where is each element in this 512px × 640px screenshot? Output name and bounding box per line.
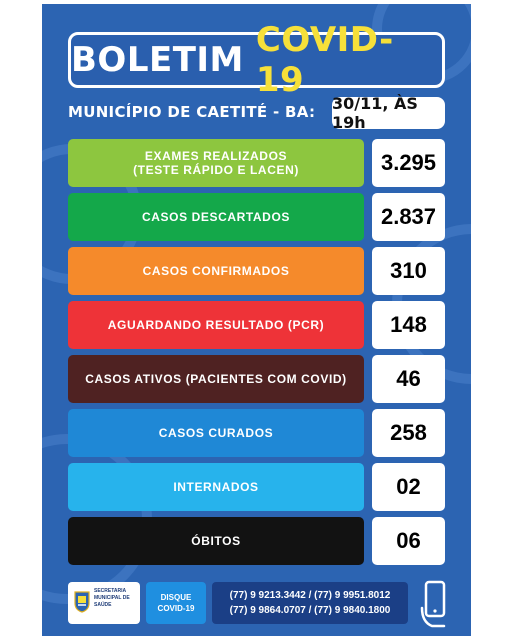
- phone-icon: [420, 578, 450, 628]
- stat-label-bar: [68, 517, 364, 565]
- stat-label: CASOS CURADOS: [158, 426, 274, 440]
- health-secretariat-logo: [68, 582, 140, 624]
- stat-label-bar: [68, 193, 364, 241]
- stat-label: CASOS ATIVOS (PACIENTES COM COVID): [85, 372, 347, 386]
- title-boletim: BOLETIM: [71, 40, 244, 80]
- stat-row: [68, 463, 445, 511]
- stat-value: 310: [372, 247, 445, 295]
- title-banner: [68, 20, 445, 100]
- stat-label-bar: [68, 463, 364, 511]
- stat-value: 3.295: [372, 139, 445, 187]
- stat-label: CASOS DESCARTADOS: [142, 210, 290, 224]
- logo-text: SECRETARIA MUNICIPAL DE SAÚDE: [94, 588, 130, 608]
- stat-label: CASOS CONFIRMADOS: [142, 264, 290, 278]
- stat-value: 06: [372, 517, 445, 565]
- stat-row: [68, 517, 445, 565]
- phone-line-1: (77) 9 9213.3442 / (77) 9 9951.8012: [229, 590, 391, 601]
- stat-label-bar: [68, 355, 364, 403]
- stat-value: 02: [372, 463, 445, 511]
- footer: [68, 582, 448, 624]
- stat-row: [68, 247, 445, 295]
- stat-label-bar: [68, 139, 364, 187]
- stat-value: 258: [372, 409, 445, 457]
- shield-logo-icon: [74, 591, 90, 613]
- stat-row: [68, 409, 445, 457]
- stat-label-bar: [68, 301, 364, 349]
- stat-value: 46: [372, 355, 445, 403]
- stat-row: [68, 193, 445, 241]
- stat-value: 2.837: [372, 193, 445, 241]
- date-badge: 30/11, ÀS 19h: [332, 97, 445, 129]
- stat-label: EXAMES REALIZADOS: [144, 149, 288, 163]
- phone-line-2: (77) 9 9864.0707 / (77) 9 9840.1800: [229, 605, 391, 616]
- stat-row: [68, 139, 445, 187]
- stat-label: ÓBITOS: [191, 534, 241, 548]
- stat-label-bar: [68, 247, 364, 295]
- stat-value: 148: [372, 301, 445, 349]
- stat-label-detail: (TESTE RÁPIDO E LACEN): [133, 163, 299, 177]
- stat-label: AGUARDANDO RESULTADO (PCR): [107, 318, 325, 332]
- stat-label-bar: [68, 409, 364, 457]
- disque-covid-badge: [146, 582, 206, 624]
- stat-row: [68, 301, 445, 349]
- subtitle-row: [68, 97, 315, 127]
- municipality-label: MUNICÍPIO DE CAETITÉ - BA:: [68, 103, 316, 121]
- disque-label: DISQUE: [160, 593, 192, 602]
- covid-label: COVID-19: [157, 604, 195, 613]
- phone-numbers: [212, 582, 408, 624]
- title-covid: COVID-19: [255, 20, 394, 100]
- stat-row: [68, 355, 445, 403]
- covid-bulletin-poster: [42, 4, 471, 636]
- stat-label: INTERNADOS: [173, 480, 259, 494]
